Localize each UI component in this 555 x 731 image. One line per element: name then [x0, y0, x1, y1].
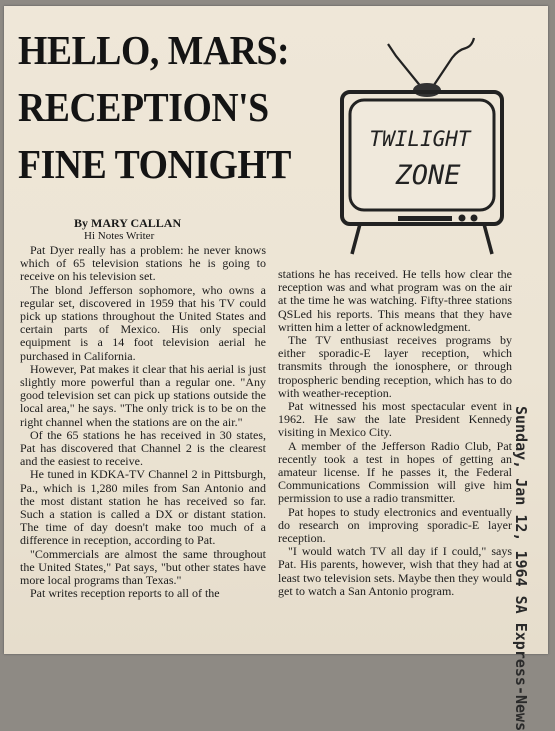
paragraph: Pat Dyer really has a problem: he never knows which of 65 television stations he is going to receive on his television set. [20, 243, 266, 284]
byline [74, 217, 244, 243]
paragraph: "Commercials are almost the same throughout the United States," Pat says, "but other states have more local programs than Texas." [20, 546, 266, 588]
tv-screen-text-2: ZONE [395, 160, 461, 191]
paragraph: However, Pat makes it clear that his aerial is just slightly more powerful than a regular one. "Any good television set can pick up stations outside the local area," he says. "The only trick is to be on the right channel when the stations are on the air." [20, 361, 266, 429]
paragraph: A member of the Jefferson Radio Club, Pat recently took a test in hopes of getting an amateur license. If he passes it, the Federal Communications Commission will give him permission to use a radio transmitter. [278, 438, 512, 506]
paragraph: Pat hopes to study electronics and eventually do research on improving sporadic-E layer reception. [278, 504, 512, 546]
paragraph: "I would watch TV all day if I could," says Pat. His parents, however, wish that they had at least two television sets. Maybe then they would get to watch a San Antonio program. [278, 544, 512, 598]
headline-line-3: FINE TONIGHT [18, 141, 291, 187]
paragraph: stations he has received. He tells how clear the reception was and what program was on the air at the time he was watching. Fifty-three stations QSLed his reports. This means that they have written him a letter of acknowledgment. [278, 267, 512, 334]
paragraph: He tuned in KDKA-TV Channel 2 in Pittsburgh, Pa., which is 1,280 miles from San Antonio and the most distant station he has received so far. Such a station is called a DX or distant station. The time of day doesn't make too much of a difference in reception, according to Pat. [20, 467, 266, 548]
paragraph: Of the 65 stations he has received in 30 states, Pat has discovered that Channel 2 is the clearest and the easiest to receive. [20, 427, 266, 469]
handwritten-dateline: Sunday, Jan 12, 1964 SA Express-News [512, 406, 530, 731]
television-icon [334, 28, 514, 258]
paragraph: Pat witnessed his most spectacular event in 1962. He saw the late President Kennedy visiting in Mexico City. [278, 399, 512, 440]
article-column-1 [20, 244, 266, 600]
headline-line-2: RECEPTION'S [18, 84, 269, 130]
paragraph: The blond Jefferson sophomore, who owns a regular set, discovered in 1959 that his TV could pick up stations throughout the United States and certain parts of Mexico. His only special equipment is a 14 foot television aerial he purchased in California. [20, 282, 266, 363]
tv-screen-text-1: TWILIGHT [369, 127, 471, 151]
byline-role: Hi Notes Writer [84, 230, 155, 242]
headline-line-1: HELLO, MARS: [18, 27, 290, 73]
headline [18, 22, 294, 193]
article-column-2 [278, 268, 512, 598]
paragraph: The TV enthusiast receives programs by either sporadic-E layer reception, which transmits through the ionosphere, or through tropospheric bending reception, which has to do with weather-reception. [278, 333, 512, 400]
paragraph: Pat writes reception reports to all of the [30, 586, 220, 601]
newspaper-clipping [4, 6, 548, 731]
byline-author: By MARY CALLAN [74, 216, 182, 230]
